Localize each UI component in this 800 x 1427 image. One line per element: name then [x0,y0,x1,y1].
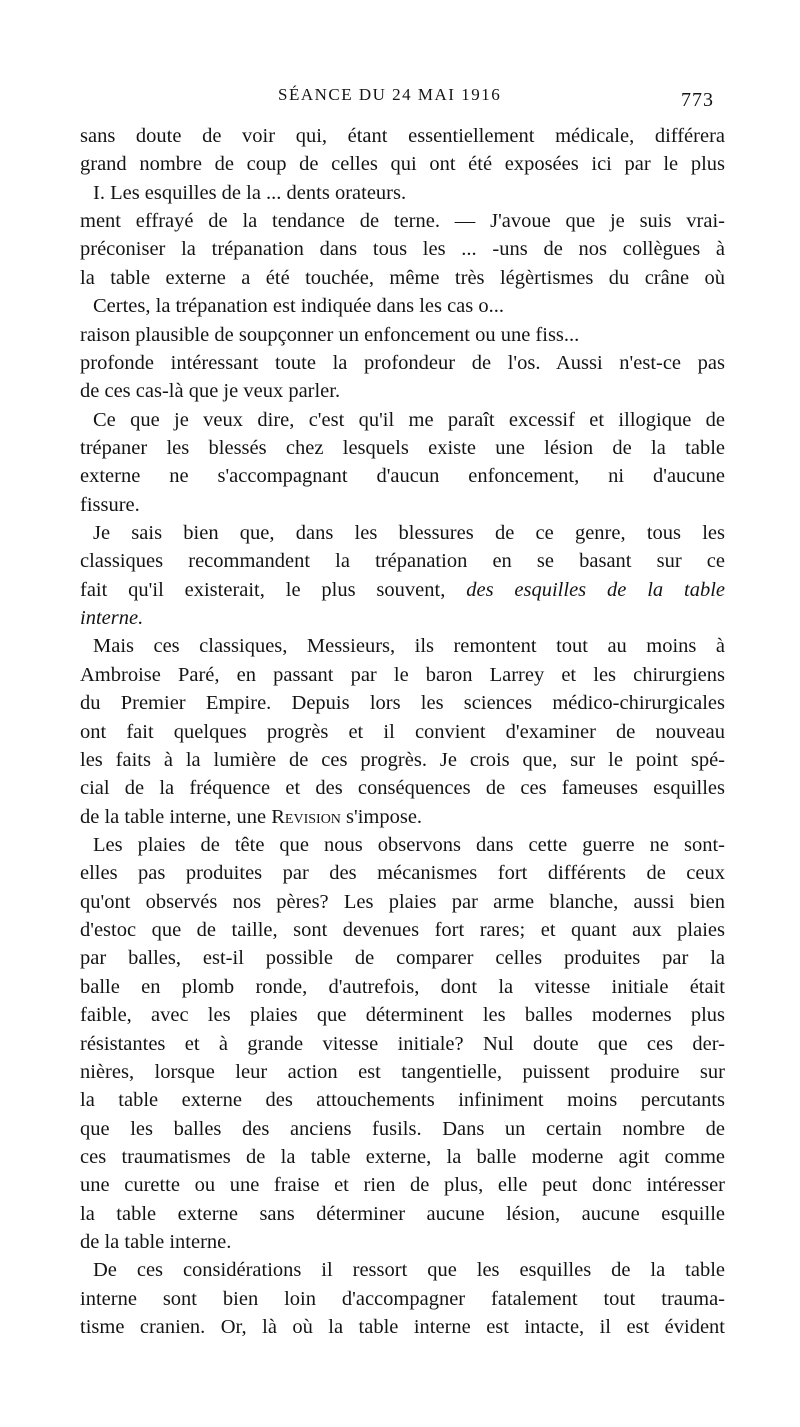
text-line: Les plaies de tête que nous observons dans cette guerre ne sont- [93,833,725,856]
text-line: faible, avec les plaies que déterminent les balles modernes plus [80,1004,725,1027]
body-text [80,122,725,1341]
small-caps-word: Revision [271,805,341,828]
text-line: résistantes et à grande vitesse initiale? Nul doute que ces der- [80,1032,725,1055]
text-line: Ce que je veux dire, c'est qu'il me paraît excessif et illogique de [93,408,725,431]
text-line: cial de la fréquence et des conséquences de ces fameuses esquilles [80,777,725,800]
text-line: balle en plomb ronde, d'autrefois, dont la vitesse initiale était [80,975,725,998]
text-line: les faits à la lumière de ces progrès. Je crois que, sur le point spé- [80,748,725,771]
text-line: ont fait quelques progrès et il convient d'examiner de nouveau [80,720,725,743]
text-line: Certes, la trépanation est indiquée dans les cas o... [93,295,505,318]
text-line: la table externe des attouchements infiniment moins percutants [80,1089,725,1112]
text-line: préconiser la trépanation dans tous les ... -uns de nos collègues à [80,238,725,261]
text-line: fissure. [80,493,140,516]
page-number: 773 [681,89,714,111]
text-line: une curette ou une fraise et rien de plus, elle peut donc intéresser [80,1174,725,1197]
running-head [0,83,800,113]
text-line: d'estoc que de taille, sont devenues fort rares; et quant aux plaies [80,919,725,942]
text-line: interne. [80,607,144,630]
text-line: nières, lorsque leur action est tangentielle, puissent produire sur [80,1060,725,1083]
text-line: classiques recommandent la trépanation en se basant sur ce [80,550,725,573]
text-line: I. Les esquilles de la ... dents orateurs. [93,181,407,204]
text-line: par balles, est-il possible de comparer celles produites par la [80,947,725,970]
text-line: Je sais bien que, dans les blessures de ce genre, tous les [93,522,725,545]
text-line: la table externe a été touchée, même très légèrtismes du crâne où [80,266,725,289]
text-line: Ambroise Paré, en passant par le baron Larrey et les chirurgiens [80,663,725,686]
text-segment: fait qu'il existerait, le plus souvent, [80,578,446,601]
text-line: Mais ces classiques, Messieurs, ils remontent tout au moins à [93,635,725,658]
text-line: que les balles des anciens fusils. Dans un certain nombre de [80,1117,725,1140]
text-line: interne sont bien loin d'accompagner fatalement tout trauma- [80,1287,725,1310]
text-line: profonde intéressant toute la profondeur de l'os. Aussi n'est-ce pas [80,351,725,374]
text-line: de ces cas-là que je veux parler. [80,380,341,403]
text-line: ment effrayé de la tendance de terne. — J'avoue que je suis vrai- [80,210,725,233]
text-line: ces traumatismes de la table externe, la balle moderne agit comme [80,1145,725,1168]
running-title: SÉANCE DU 24 MAI 1916 [278,85,502,104]
text-line [80,576,725,604]
text-line: qu'ont observés nos pères? Les plaies par arme blanche, aussi bien [80,890,725,913]
text-line: du Premier Empire. Depuis lors les sciences médico-chirurgicales [80,692,725,715]
text-line: raison plausible de soupçonner un enfoncement ou une fiss... [80,323,580,346]
text-line: sans doute de voir qui, étant essentiellement médicale, différera [80,125,725,147]
italic-phrase: des esquilles de la table [466,578,726,601]
text-line: elles pas produites par des mécanismes fort différents de ceux [80,862,725,885]
text-line: externe ne s'accompagnant d'aucun enfoncement, ni d'aucune [80,465,725,488]
text-line: la table externe sans déterminer aucune lésion, aucune esquille [80,1202,725,1225]
text-line [80,803,725,831]
text-segment: s'impose. [346,805,423,828]
text-segment: de la table interne, une [80,805,267,828]
text-line: grand nombre de coup de celles qui ont été exposées ici par le plus [80,153,725,176]
text-line: tisme cranien. Or, là où la table interne est intacte, il est évident [80,1316,725,1339]
text-line: De ces considérations il ressort que les esquilles de la table [93,1259,725,1282]
text-line: de la table interne. [80,1231,232,1254]
text-line: trépaner les blessés chez lesquels existe une lésion de la table [80,436,725,459]
